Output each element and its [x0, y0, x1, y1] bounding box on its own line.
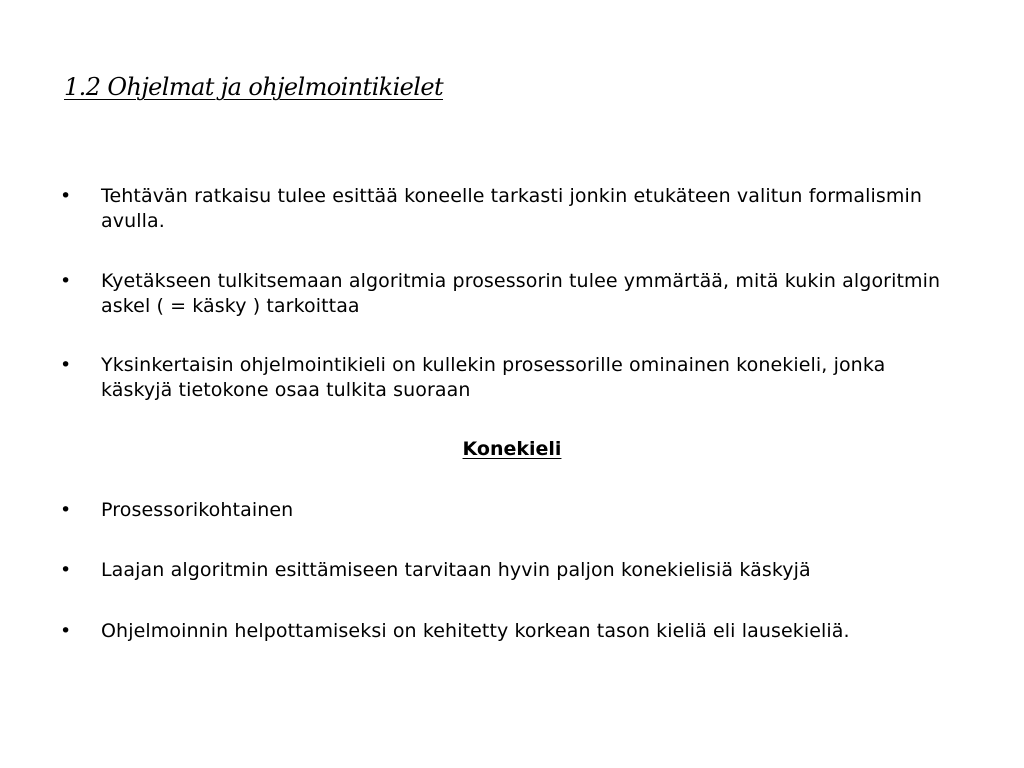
bullet-item — [60, 353, 960, 403]
bullet-item — [60, 558, 960, 583]
bullet-icon: • — [60, 185, 72, 207]
bullet-icon: • — [60, 559, 72, 581]
slide-title: 1.2 Ohjelmat ja ohjelmointikielet — [64, 73, 444, 101]
bullet-item — [60, 184, 960, 234]
bullet-icon: • — [60, 620, 72, 642]
section-heading-text: Konekieli — [462, 438, 562, 460]
bullet-text: Ohjelmoinnin helpottamiseksi on kehitetty korkean tason kieliä eli lausekieliä. — [101, 620, 850, 642]
bullet-icon: • — [60, 270, 72, 292]
bullet-icon: • — [60, 499, 72, 521]
bullet-item — [60, 269, 960, 319]
section-heading — [0, 437, 1024, 462]
bullet-icon: • — [60, 354, 72, 376]
bullet-text: Kyetäkseen tulkitsemaan algoritmia prosessorin tulee ymmärtää, mitä kukin algoritmin askel ( = käsky ) tarkoittaa — [101, 270, 941, 317]
bullet-item — [60, 619, 960, 644]
bullet-text: Laajan algoritmin esittämiseen tarvitaan hyvin paljon konekielisiä käskyjä — [101, 559, 811, 581]
bullet-text: Tehtävän ratkaisu tulee esittää koneelle tarkasti jonkin etukäteen valitun formalismin avulla. — [101, 185, 923, 232]
bullet-text: Yksinkertaisin ohjelmointikieli on kullekin prosessorille ominainen konekieli, jonka käskyjä tietokone osaa tulkita suoraan — [101, 354, 886, 401]
bullet-item — [60, 498, 960, 523]
bullet-text: Prosessorikohtainen — [101, 499, 294, 521]
